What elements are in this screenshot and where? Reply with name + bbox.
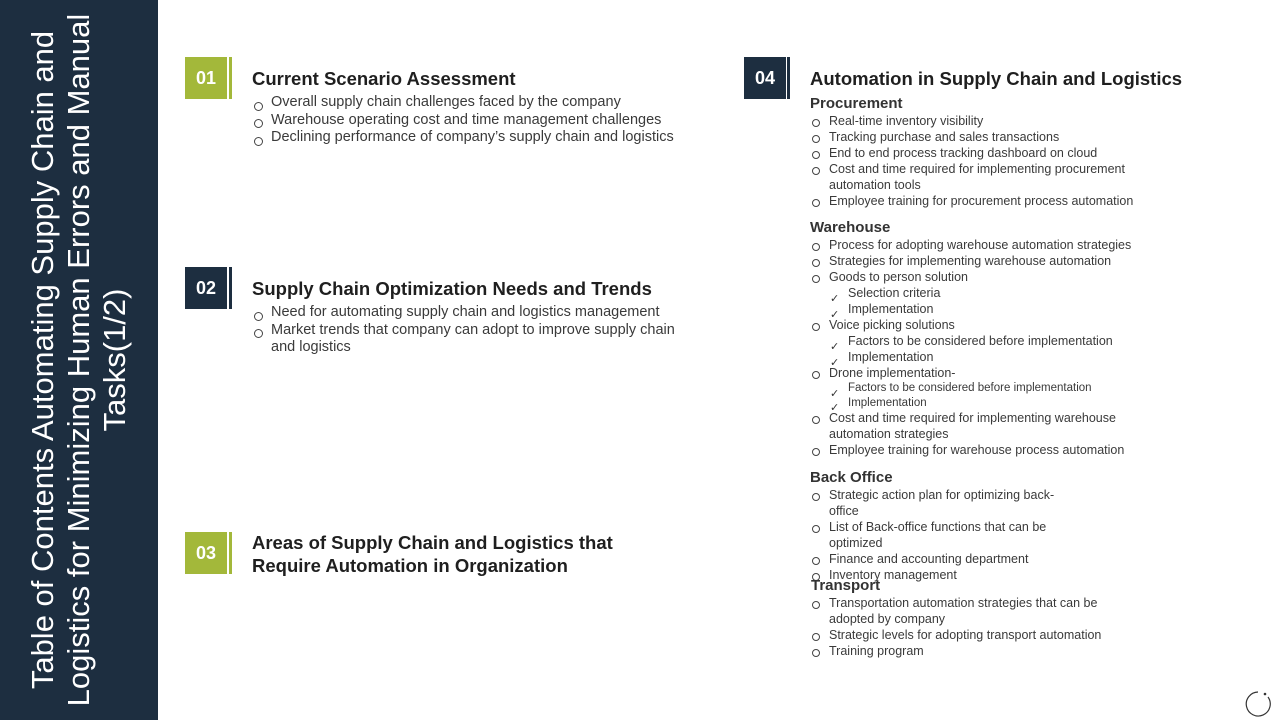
- back-office-list: [810, 487, 1080, 583]
- section-title-02: Supply Chain Optimization Needs and Trends: [252, 278, 652, 299]
- list-item: Strategies for implementing warehouse automation: [810, 253, 1160, 269]
- list-item-label: Drone implementation-: [829, 366, 956, 380]
- check-item: ✓ Factors to be considered before implementation: [829, 333, 1160, 349]
- check-item: ✓ Factors to be considered before implementation: [829, 381, 1160, 396]
- list-item: [810, 317, 1160, 365]
- back-office-heading: Back Office: [810, 469, 893, 486]
- list-item-label: Goods to person solution: [829, 270, 968, 284]
- page-title: Table of Contents Automating Supply Chain and Logistics for Minimizing Human Errors and Manual Tasks(1/2): [25, 13, 132, 707]
- list-item: List of Back-office functions that can be optimized: [810, 519, 1080, 551]
- section-title-04: Automation in Supply Chain and Logistics: [810, 68, 1183, 89]
- list-item: Need for automating supply chain and logistics management: [252, 304, 692, 322]
- sub-list: [829, 333, 1160, 365]
- list-item: End to end process tracking dashboard on cloud: [810, 145, 1160, 161]
- list-item: Overall supply chain challenges faced by the company: [252, 94, 712, 112]
- list-item: Transportation automation strategies that can be adopted by company: [810, 595, 1130, 627]
- list-item: Employee training for procurement process automation: [810, 193, 1160, 209]
- section-divider-04: [787, 57, 790, 99]
- section-list-02: [252, 304, 692, 357]
- procurement-list: [810, 113, 1160, 209]
- section-list-01: [252, 94, 712, 147]
- list-item: Tracking purchase and sales transactions: [810, 129, 1160, 145]
- section-number-02: 02: [185, 267, 227, 309]
- list-item: Inventory management: [810, 567, 1080, 583]
- check-item: ✓ Selection criteria: [829, 285, 1160, 301]
- list-item: Real-time inventory visibility: [810, 113, 1160, 129]
- section-title-01: Current Scenario Assessment: [252, 68, 516, 89]
- list-item: Process for adopting warehouse automation strategies: [810, 237, 1160, 253]
- list-item-label: Voice picking solutions: [829, 318, 955, 332]
- transport-list: [810, 595, 1130, 659]
- check-item: ✓ Implementation: [829, 349, 1160, 365]
- list-item: [810, 269, 1160, 317]
- circle-arrow-icon: [1244, 690, 1272, 718]
- check-item: ✓ Implementation: [829, 301, 1160, 317]
- procurement-heading: Procurement: [810, 95, 903, 112]
- list-item: Training program: [810, 643, 1130, 659]
- sidebar-panel: [0, 0, 158, 720]
- list-item: Market trends that company can adopt to improve supply chain and logistics: [252, 322, 692, 357]
- sub-list: [829, 285, 1160, 317]
- warehouse-list: [810, 237, 1160, 458]
- sub-list: [829, 381, 1160, 410]
- list-item: Strategic levels for adopting transport automation: [810, 627, 1130, 643]
- list-item: Declining performance of company’s supply chain and logistics: [252, 129, 712, 147]
- section-divider-02: [229, 267, 232, 309]
- section-divider-03: [229, 532, 232, 574]
- warehouse-heading: Warehouse: [810, 219, 891, 236]
- section-number-04: 04: [744, 57, 786, 99]
- list-item: Cost and time required for implementing warehouse automation strategies: [810, 410, 1160, 442]
- list-item: Finance and accounting department: [810, 551, 1080, 567]
- transport-heading: Transport: [811, 577, 881, 594]
- section-number-03: 03: [185, 532, 227, 574]
- list-item: [810, 365, 1160, 410]
- list-item: Strategic action plan for optimizing back-office: [810, 487, 1080, 519]
- section-title-03: Areas of Supply Chain and Logistics that Require Automation in Organization: [252, 532, 613, 576]
- list-item: Cost and time required for implementing procurement automation tools: [810, 161, 1160, 193]
- list-item: Employee training for warehouse process automation: [810, 442, 1160, 458]
- list-item: Warehouse operating cost and time management challenges: [252, 112, 712, 130]
- section-divider-01: [229, 57, 232, 99]
- section-number-01: 01: [185, 57, 227, 99]
- check-item: ✓ Implementation: [829, 396, 1160, 411]
